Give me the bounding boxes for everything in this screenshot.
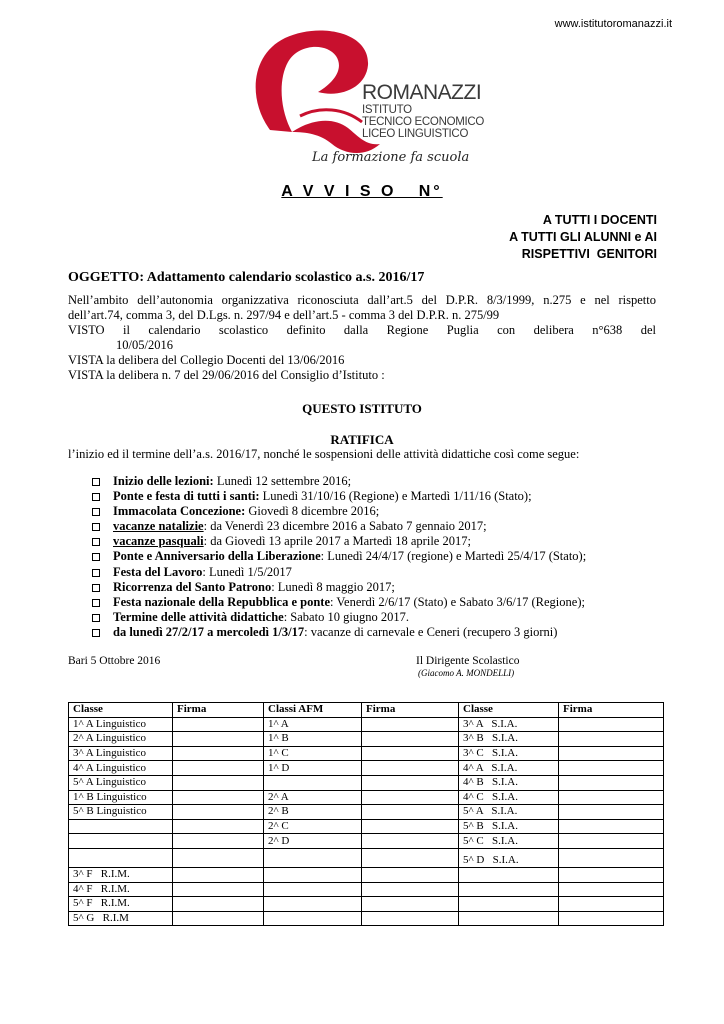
signature-cell[interactable] bbox=[362, 805, 459, 820]
column-header: Classe bbox=[69, 703, 173, 718]
class-cell: 5^ F R.I.M. bbox=[69, 897, 173, 912]
calendar-list bbox=[92, 474, 586, 640]
recipient-line: A TUTTI I DOCENTI bbox=[542, 213, 657, 227]
table-row bbox=[69, 746, 664, 761]
checkbox-bullet-icon bbox=[92, 508, 100, 516]
class-cell: 1^ B bbox=[264, 732, 362, 747]
paragraph-line: Nell’ambito dell’autonomia organizzativa riconosciuta dall’art.5 del D.P.R. 8/3/1999, n.275 e nel rispetto bbox=[68, 293, 656, 307]
class-cell: 4^ B S.I.A. bbox=[459, 775, 559, 790]
class-cell bbox=[264, 897, 362, 912]
list-item: vacanze pasquali: da Giovedì 13 aprile 2017 a Martedì 18 aprile 2017; bbox=[92, 534, 586, 549]
checkbox-bullet-icon bbox=[92, 569, 100, 577]
table-row bbox=[69, 897, 664, 912]
list-item: Ponte e festa di tutti i santi: Lunedì 31/10/16 (Regione) e Martedì 1/11/16 (Stato); bbox=[92, 489, 586, 504]
signature-cell[interactable] bbox=[173, 775, 264, 790]
signature-cell[interactable] bbox=[173, 761, 264, 776]
list-item: Ricorrenza del Santo Patrono: Lunedì 8 maggio 2017; bbox=[92, 580, 586, 595]
table-row bbox=[69, 790, 664, 805]
class-cell: 2^ A bbox=[264, 790, 362, 805]
class-cell: 3^ B S.I.A. bbox=[459, 732, 559, 747]
class-cell: 3^ C S.I.A. bbox=[459, 746, 559, 761]
class-cell bbox=[264, 882, 362, 897]
brand-line: ISTITUTO bbox=[362, 104, 412, 116]
signature-table bbox=[68, 702, 664, 926]
checkbox-bullet-icon bbox=[92, 553, 100, 561]
signature-cell[interactable] bbox=[173, 834, 264, 849]
signature-block bbox=[416, 655, 519, 678]
table-row bbox=[69, 848, 664, 867]
signature-cell[interactable] bbox=[362, 717, 459, 732]
paragraph-line: VISTO il calendario scolastico definito dalla Regione Puglia con delibera n°638 del bbox=[68, 323, 656, 337]
table-row bbox=[69, 819, 664, 834]
signature-cell[interactable] bbox=[559, 897, 664, 912]
column-header: Firma bbox=[362, 703, 459, 718]
signature-cell[interactable] bbox=[559, 819, 664, 834]
class-cell bbox=[264, 911, 362, 926]
class-cell: 5^ B S.I.A. bbox=[459, 819, 559, 834]
signature-cell[interactable] bbox=[173, 867, 264, 882]
paragraph-line: 10/05/2016 bbox=[116, 338, 173, 352]
brand-block bbox=[362, 82, 484, 140]
class-cell bbox=[264, 848, 362, 867]
signature-cell[interactable] bbox=[173, 790, 264, 805]
column-header: Firma bbox=[173, 703, 264, 718]
checkbox-bullet-icon bbox=[92, 493, 100, 501]
brand-line: LICEO LINGUISTICO bbox=[362, 128, 469, 140]
class-cell: 2^ D bbox=[264, 834, 362, 849]
signatory-role: Il Dirigente Scolastico bbox=[416, 655, 520, 667]
class-cell: 5^ A S.I.A. bbox=[459, 805, 559, 820]
signature-cell[interactable] bbox=[559, 761, 664, 776]
brand-name: ROMANAZZI bbox=[362, 81, 482, 104]
table-row bbox=[69, 882, 664, 897]
checkbox-bullet-icon bbox=[92, 478, 100, 486]
signature-cell[interactable] bbox=[173, 911, 264, 926]
signature-cell[interactable] bbox=[173, 882, 264, 897]
signature-cell[interactable] bbox=[362, 775, 459, 790]
recipients-block bbox=[509, 212, 657, 263]
checkbox-bullet-icon bbox=[92, 614, 100, 622]
class-cell: 2^ C bbox=[264, 819, 362, 834]
class-cell: 3^ A S.I.A. bbox=[459, 717, 559, 732]
brand-line: TECNICO ECONOMICO bbox=[362, 116, 485, 128]
paragraph-line: dell’art.74, comma 3, del D.Lgs. n. 297/94 e dell’art.5 - comma 3 del D.P.R. n. 275/99 bbox=[68, 308, 500, 322]
class-cell: 3^ F R.I.M. bbox=[69, 867, 173, 882]
class-cell bbox=[459, 882, 559, 897]
checkbox-bullet-icon bbox=[92, 523, 100, 531]
table-header-row bbox=[69, 703, 664, 718]
class-cell: 1^ C bbox=[264, 746, 362, 761]
website-url[interactable]: www.istitutoromanazzi.it bbox=[554, 18, 672, 30]
table-row bbox=[69, 911, 664, 926]
class-cell: 3^ A Linguistico bbox=[69, 746, 173, 761]
class-cell: 1^ A bbox=[264, 717, 362, 732]
class-cell: 4^ C S.I.A. bbox=[459, 790, 559, 805]
class-cell: 4^ A Linguistico bbox=[69, 761, 173, 776]
signature-cell[interactable] bbox=[559, 790, 664, 805]
signature-cell[interactable] bbox=[173, 746, 264, 761]
signature-cell[interactable] bbox=[559, 834, 664, 849]
table-row bbox=[69, 775, 664, 790]
signature-cell[interactable] bbox=[559, 717, 664, 732]
signature-cell[interactable] bbox=[559, 746, 664, 761]
class-cell: 5^ C S.I.A. bbox=[459, 834, 559, 849]
signature-cell[interactable] bbox=[173, 897, 264, 912]
signature-cell[interactable] bbox=[559, 805, 664, 820]
signatory-name: (Giacomo A. MONDELLI) bbox=[418, 668, 515, 678]
body-paragraphs bbox=[68, 293, 656, 383]
checkbox-bullet-icon bbox=[92, 629, 100, 637]
list-item: vacanze natalizie: da Venerdì 23 dicembre 2016 a Sabato 7 gennaio 2017; bbox=[92, 519, 586, 534]
recipient-line: A TUTTI GLI ALUNNI e AI bbox=[509, 230, 657, 244]
signature-cell[interactable] bbox=[559, 848, 664, 867]
table-row bbox=[69, 761, 664, 776]
class-cell bbox=[459, 897, 559, 912]
signature-cell[interactable] bbox=[362, 819, 459, 834]
signature-cell[interactable] bbox=[362, 746, 459, 761]
signature-cell[interactable] bbox=[559, 911, 664, 926]
class-cell: 5^ A Linguistico bbox=[69, 775, 173, 790]
signature-cell[interactable] bbox=[362, 761, 459, 776]
signature-cell[interactable] bbox=[362, 867, 459, 882]
class-cell: 4^ F R.I.M. bbox=[69, 882, 173, 897]
signature-cell[interactable] bbox=[173, 717, 264, 732]
intro-text: l’inizio ed il termine dell’a.s. 2016/17, nonché le sospensioni delle attività didattiche così come segue: bbox=[68, 447, 580, 461]
signature-cell[interactable] bbox=[362, 732, 459, 747]
list-item: Festa del Lavoro: Lunedì 1/5/2017 bbox=[92, 565, 586, 580]
signature-cell[interactable] bbox=[559, 867, 664, 882]
class-cell: 5^ B Linguistico bbox=[69, 805, 173, 820]
signature-cell[interactable] bbox=[559, 732, 664, 747]
signature-cell[interactable] bbox=[173, 805, 264, 820]
signature-cell[interactable] bbox=[173, 848, 264, 867]
class-cell bbox=[264, 775, 362, 790]
class-cell: 2^ A Linguistico bbox=[69, 732, 173, 747]
signature-cell[interactable] bbox=[173, 732, 264, 747]
class-cell: 1^ B Linguistico bbox=[69, 790, 173, 805]
class-cell: 1^ D bbox=[264, 761, 362, 776]
class-cell bbox=[459, 867, 559, 882]
column-header: Firma bbox=[559, 703, 664, 718]
section-heading-questo-istituto: QUESTO ISTITUTO bbox=[302, 401, 422, 416]
signature-cell[interactable] bbox=[362, 790, 459, 805]
class-cell: 5^ D S.I.A. bbox=[459, 848, 559, 867]
checkbox-bullet-icon bbox=[92, 599, 100, 607]
class-cell bbox=[264, 867, 362, 882]
list-item: Inizio delle lezioni: Lunedì 12 settembre 2016; bbox=[92, 474, 586, 489]
list-item: Termine delle attività didattiche: Sabato 10 giugno 2017. bbox=[92, 610, 586, 625]
class-cell bbox=[69, 819, 173, 834]
section-heading-ratifica: RATIFICA bbox=[330, 432, 394, 447]
list-item: Festa nazionale della Repubblica e ponte: Venerdì 2/6/17 (Stato) e Sabato 3/6/17 (Regione); bbox=[92, 595, 586, 610]
checkbox-bullet-icon bbox=[92, 584, 100, 592]
list-item: Immacolata Concezione: Giovedì 8 dicembre 2016; bbox=[92, 504, 586, 519]
class-cell: 4^ A S.I.A. bbox=[459, 761, 559, 776]
table-row bbox=[69, 732, 664, 747]
column-header: Classe bbox=[459, 703, 559, 718]
paragraph-line: VISTA la delibera del Collegio Docenti del 13/06/2016 bbox=[68, 353, 345, 367]
signature-cell[interactable] bbox=[559, 775, 664, 790]
list-item: da lunedì 27/2/17 a mercoledì 1/3/17: vacanze di carnevale e Ceneri (recupero 3 giorni) bbox=[92, 625, 586, 640]
signature-cell[interactable] bbox=[362, 897, 459, 912]
subject-line: OGGETTO: Adattamento calendario scolastico a.s. 2016/17 bbox=[68, 270, 425, 285]
signature-cell[interactable] bbox=[362, 911, 459, 926]
signature-cell[interactable] bbox=[362, 834, 459, 849]
class-cell bbox=[69, 848, 173, 867]
class-cell bbox=[69, 834, 173, 849]
signature-cell[interactable] bbox=[559, 882, 664, 897]
place-date: Bari 5 Ottobre 2016 bbox=[68, 655, 161, 667]
column-header: Classi AFM bbox=[264, 703, 362, 718]
table-row bbox=[69, 867, 664, 882]
checkbox-bullet-icon bbox=[92, 538, 100, 546]
table-row bbox=[69, 717, 664, 732]
class-cell: 1^ A Linguistico bbox=[69, 717, 173, 732]
notice-title: A V V I S O N° bbox=[281, 183, 443, 200]
class-cell bbox=[459, 911, 559, 926]
signature-cell[interactable] bbox=[173, 819, 264, 834]
table-row bbox=[69, 834, 664, 849]
recipient-line: RISPETTIVI GENITORI bbox=[521, 247, 657, 261]
table-row bbox=[69, 805, 664, 820]
list-item: Ponte e Anniversario della Liberazione: Lunedì 24/4/17 (regione) e Martedì 25/4/17 (Stato); bbox=[92, 549, 586, 564]
tagline: La formazione fa scuola bbox=[312, 150, 470, 165]
paragraph-line: VISTA la delibera n. 7 del 29/06/2016 del Consiglio d’Istituto : bbox=[68, 368, 385, 382]
signature-cell[interactable] bbox=[362, 848, 459, 867]
class-cell: 2^ B bbox=[264, 805, 362, 820]
class-cell: 5^ G R.I.M bbox=[69, 911, 173, 926]
signature-cell[interactable] bbox=[362, 882, 459, 897]
